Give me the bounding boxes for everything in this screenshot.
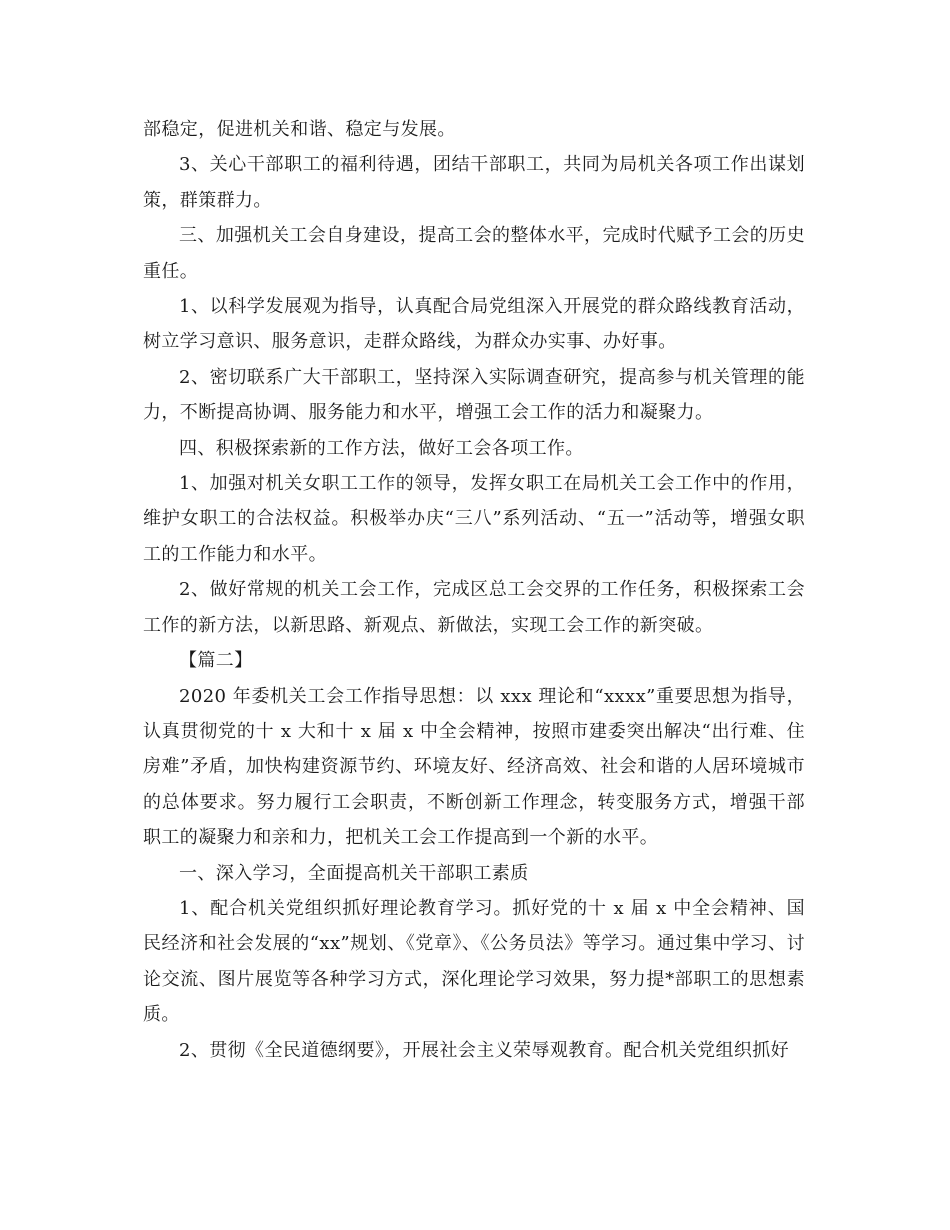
section-heading: 三、加强机关工会自身建设，提高工会的整体水平，完成时代赋予工会的历史重任。 [143,225,805,282]
paragraph: 2、做好常规的机关工会工作，完成区总工会交界的工作任务，积极探索工会工作的新方法，以新思路、新观点、新做法，实现工会工作的新突破。 [143,579,805,636]
section-heading: 一、深入学习，全面提高机关干部职工素质 [179,862,529,884]
paragraph: 部稳定，促进机关和谐、稳定与发展。 [143,119,456,140]
paragraph: 1、加强对机关女职工工作的领导，发挥女职工在局机关工会工作中的作用，维护女职工的合法权益。积极举办庆“三八”系列活动、“五一”活动等，增强女职工的工作能力和水平。 [143,473,805,565]
paragraph: 2020 年委机关工会工作指导思想：以 xxx 理论和“xxxx”重要思想为指导，认真贯彻党的十 x 大和十 x 届 x 中全会精神，按照市建委突出解决“出行难、住房难”矛盾，加快构建资源节约、环境友好、经济高效、社会和谐的人居环境城市的总体要求。努力履行工会职责，不断创新工作理念，转变服务方式，增强干部职工的凝聚力和亲和力，把机关工会工作提高到一个新的水平。 [143,685,805,849]
section-heading: 四、积极探索新的工作方法，做好工会各项工作。 [179,437,584,459]
paragraph: 1、以科学发展观为指导，认真配合局党组深入开展党的群众路线教育活动，树立学习意识、服务意识，走群众路线，为群众办实事、办好事。 [143,296,805,353]
paragraph: 3、关心干部职工的福利待遇，团结干部职工，共同为局机关各项工作出谋划策，群策群力。 [143,154,805,211]
part-heading: 【篇二】 [179,650,253,672]
document-body [143,112,805,1068]
paragraph: 2、贯彻《全民道德纲要》，开展社会主义荣辱观教育。配合机关党组织抓好 [179,1039,790,1061]
paragraph: 2、密切联系广大干部职工，坚持深入实际调查研究，提高参与机关管理的能力，不断提高协调、服务能力和水平，增强工会工作的活力和凝聚力。 [143,366,805,424]
paragraph: 1、配合机关党组织抓好理论教育学习。抓好党的十 x 届 x 中全会精神、国民经济和社会发展的“xx”规划、《党章》、《公务员法》等学习。通过集中学习、讨论交流、图片展览等各种学习方式，深化理论学习效果，努力提*部职工的思想素质。 [143,897,805,1026]
